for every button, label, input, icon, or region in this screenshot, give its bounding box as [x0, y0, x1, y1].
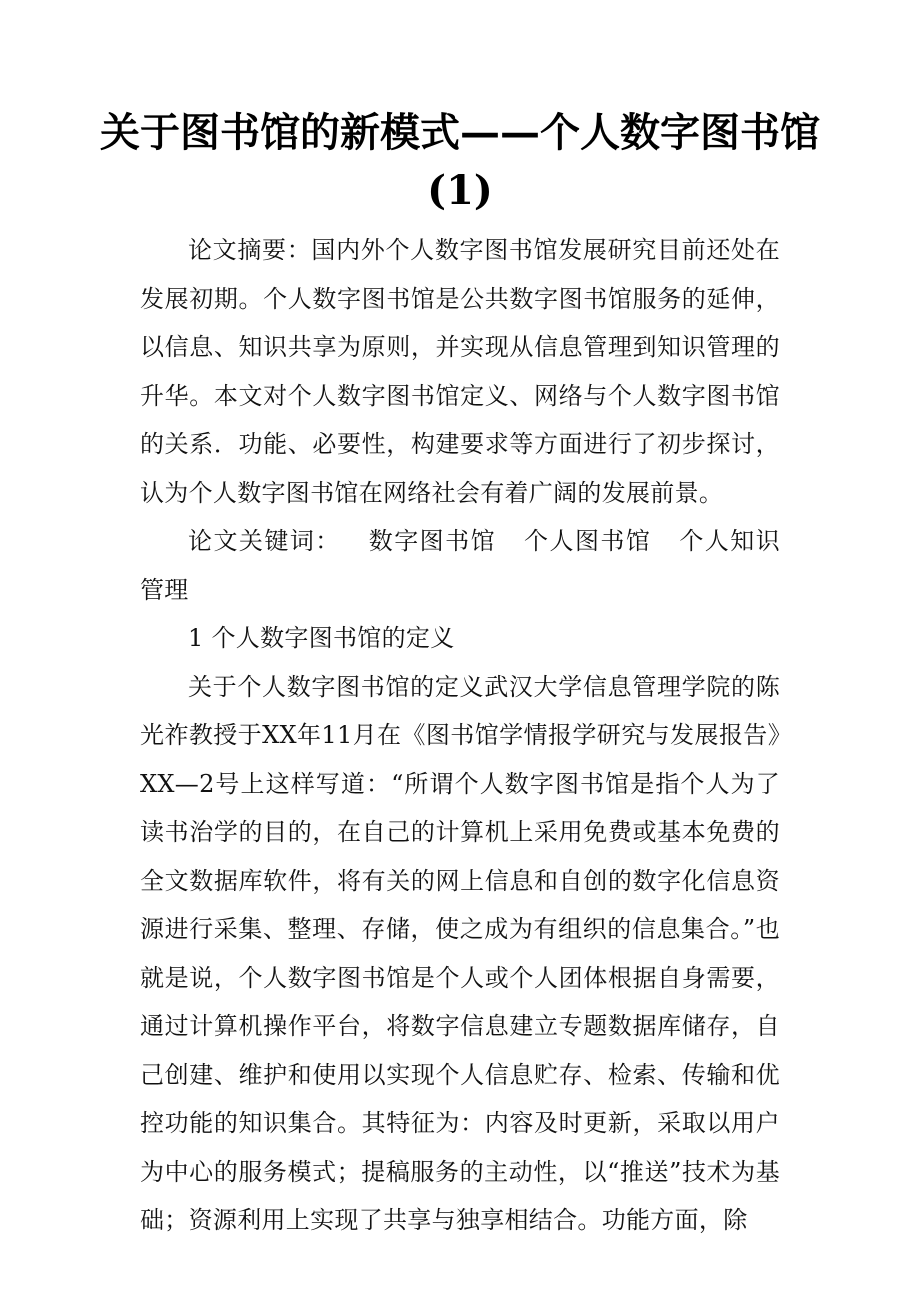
- abstract-text: 国内外个人数字图书馆发展研究目前还处在发展初期。个人数字图书馆是公共数字图书馆服务的延伸，以信息、知识共享为原则，并实现从信息管理到知识管理的升华。本文对个人数字图书馆定义、网络与个人数字图书馆的关系．功能、必要性，构建要求等方面进行了初步探讨，认为个人数字图书馆在网络社会有着广阔的发展前景。: [140, 236, 781, 507]
- document-title: 关于图书馆的新模式——个人数字图书馆(1): [100, 109, 820, 214]
- keyword-item: 数字图书馆: [368, 527, 497, 555]
- keywords-label: 论文关键词：: [188, 527, 341, 555]
- keyword-item: 个人知识管理: [140, 527, 781, 604]
- keywords-paragraph: [140, 517, 780, 614]
- abstract-paragraph: [140, 226, 780, 517]
- document-body: [140, 226, 780, 1245]
- keyword-item: 个人图书馆: [524, 527, 652, 555]
- definition-paragraph: 关于个人数字图书馆的定义武汉大学信息管理学院的陈光祚教授于XX年11月在《图书馆学情报学研究与发展报告》XX—2号上这样写道：“所谓个人数字图书馆是指个人为了读书治学的目的，在自己的计算机上采用免费或基本免费的全文数据库软件，将有关的网上信息和自创的数字化信息资源进行采集、整理、存储，使之成为有组织的信息集合。”也就是说，个人数字图书馆是个人或个人团体根据自身需要，通过计算机操作平台，将数字信息建立专题数据库储存，自己创建、维护和使用以实现个人信息贮存、检索、传输和优控功能的知识集合。其特征为：内容及时更新，采取以用户为中心的服务模式；提稿服务的主动性，以“推送”技术为基础；资源利用上实现了共享与独享相结合。功能方面，除: [140, 672, 780, 1234]
- section-heading: 1 个人数字图书馆的定义: [188, 624, 455, 652]
- abstract-label: 论文摘要：: [188, 236, 312, 264]
